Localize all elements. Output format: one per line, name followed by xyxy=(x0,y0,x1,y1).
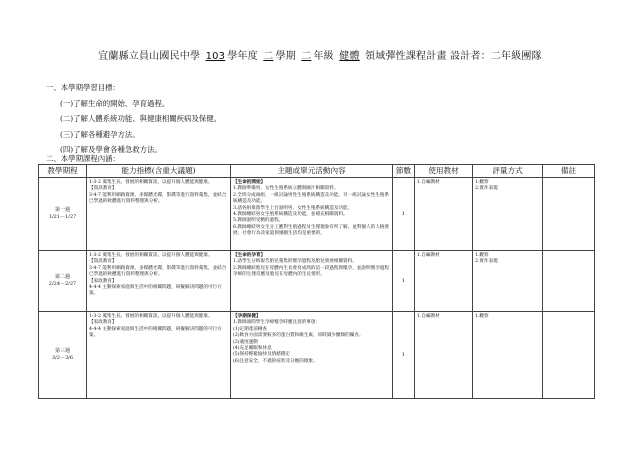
content-cell xyxy=(231,312,393,399)
assessment-cell xyxy=(473,178,543,251)
indicator-line: 4-4-4 主動探索家庭與生活中的相關問題，研擬解決問題的可行方案。 xyxy=(89,326,222,339)
semester: 二 xyxy=(263,51,274,62)
domain-suffix: 領域彈性課程計畫 設計者：二年級團隊 xyxy=(365,51,542,62)
note-cell xyxy=(543,312,595,399)
school-name: 宜蘭縣立員山國民中學 xyxy=(98,51,201,62)
content-line: (4)充足睡眠和休息 xyxy=(233,346,272,352)
week-label: 第一週 xyxy=(54,207,70,213)
semester-suffix: 學期 xyxy=(275,51,296,62)
week-label: 第三週 xyxy=(54,348,70,354)
table-header-row xyxy=(39,165,595,178)
sessions-cell: 1 xyxy=(393,178,415,251)
content-line: 6.教師總結男女生分工應對生殖過程及生理現象有所了解，並對個人的人格發展、社會行為及家庭與婚姻生活均是重要的。 xyxy=(233,224,389,237)
week-dates: 3/2－3/6 xyxy=(51,355,74,361)
indicator-line: 1-3-2 蒐集生長、發展的相關資訊，以提升個人體能與健康。 xyxy=(89,180,213,185)
period-cell xyxy=(39,178,87,251)
goal-item: (二)了解人體系統功能、與健康相關疾病及保健。 xyxy=(60,114,221,123)
note-cell xyxy=(543,178,595,251)
assessment-line: 1.觀察 xyxy=(475,180,489,185)
indicator-line: 【家政教育】 xyxy=(89,320,117,326)
header-material: 使用教材 xyxy=(415,165,473,178)
week-dates: 1/21－1/27 xyxy=(48,214,77,220)
content-line: 4.教師總結男女生殖系統構造及功能，並補充相關資料。 xyxy=(233,212,348,218)
year-suffix: 學年度 xyxy=(227,51,258,62)
content-line: (3)適度運動 xyxy=(233,339,258,345)
goal-item: (三)了解各種避孕方法。 xyxy=(60,129,140,139)
content-line: 1.教師準備男、女性生殖系統立體與圖片相關資料。 xyxy=(233,186,339,192)
assessment-line: 1.觀察 xyxy=(475,314,489,319)
indicator-line: 【資訊教育】 xyxy=(89,259,117,265)
header-assessment: 評量方式 xyxy=(473,165,543,178)
indicator-line: 【家政教育】 xyxy=(89,278,117,284)
content-cell xyxy=(231,178,393,251)
grade: 二 xyxy=(301,51,312,62)
period-cell xyxy=(39,251,87,312)
table-row xyxy=(39,312,595,399)
domain: 健體 xyxy=(339,51,360,62)
header-note: 備註 xyxy=(543,165,595,178)
header-sessions: 節數 xyxy=(393,165,415,178)
indicator-line: 1-3-2 蒐集生長、發展的相關資訊，以提升個人體能與健康。 xyxy=(89,253,213,258)
indicators-cell xyxy=(87,312,231,399)
content-cell xyxy=(231,251,393,312)
course-heading: 二、本學期課程內涵： xyxy=(46,154,120,163)
document-title xyxy=(0,47,640,62)
material-cell: 1.自編教材 xyxy=(415,312,473,399)
period-cell xyxy=(39,312,87,399)
content-line: (1)定期產前檢查 xyxy=(233,326,268,332)
content-line: 【孕期保健】 xyxy=(233,314,261,319)
header-indicators: 能力指標(含重大議題) xyxy=(87,165,231,178)
sessions-cell: 1 xyxy=(393,312,415,399)
indicator-line: 1-3-2 蒐集生長、發展的相關資訊，以提升個人體能與健康。 xyxy=(89,314,213,319)
indicator-line: 3-4-7 能利用網路資源，多媒體光碟，影碟等進行資料蒐集，並結合已學過的軟體進行資料整理與分析。 xyxy=(89,192,227,205)
content-line: 【生命的孕育】 xyxy=(233,253,266,258)
assessment-cell xyxy=(473,312,543,399)
indicator-line: 3-4-7 能利用網路資源，多媒體光碟，影碟等進行資料蒐集，並結合已學過的軟體進行資料整理與分析。 xyxy=(89,265,227,278)
content-line: 1.請學生分組報告胎兒蒐集的懷孕過程及胎兒發展相關資料。 xyxy=(233,259,357,265)
assessment-cell xyxy=(473,251,543,312)
content-line: 1.教師詢問學生孕婦懷孕時應注意的事項： xyxy=(233,320,321,326)
assessment-line: 1.觀察 xyxy=(475,253,489,258)
goal-item: (四)了解及學會各種急救方法。 xyxy=(60,145,162,154)
content-line: (6)注意安全，不適的症狀及分娩的徵象。 xyxy=(233,358,318,364)
material-cell: 1.自編教材 xyxy=(415,251,473,312)
grade-suffix: 年級 xyxy=(313,51,334,62)
note-cell xyxy=(543,251,595,312)
content-line: 2.全班分成兩組，一組討論男性生殖系統構造及功能，另一組討論女性生殖系統構造及功能。 xyxy=(233,192,389,205)
header-content: 主題或單元活動內容 xyxy=(231,165,393,178)
content-line: 5.教師說明受精的過程。 xyxy=(233,218,284,224)
course-plan-table xyxy=(38,164,595,399)
content-line: (2)飲食方面需要較多的蛋白質和維生素，同時減少醣類的攝食。 xyxy=(233,333,364,339)
assessment-line: 2.實作表現 xyxy=(475,186,498,192)
content-line: 【生命的開始】 xyxy=(233,180,266,185)
content-line: 3.請各組推派學生上台說明男、女性生殖系統構造及功能。 xyxy=(233,205,353,211)
goal-item: (一)了解生命的開始、孕育過程。 xyxy=(60,98,170,108)
material-cell: 1.自編教材 xyxy=(415,178,473,251)
school-year: 103 xyxy=(205,51,226,62)
indicators-cell xyxy=(87,251,231,312)
indicators-cell xyxy=(87,178,231,251)
table-row xyxy=(39,178,595,251)
indicator-line: 4-4-4 主動探索家庭與生活中的相關問題，研擬解決問題的可行方案。 xyxy=(89,285,222,297)
learning-goals xyxy=(46,80,221,158)
week-label: 第二週 xyxy=(54,274,70,280)
header-period: 教學期程 xyxy=(39,165,87,178)
content-line: (5)保持輕鬆愉快及情緒穩定 xyxy=(233,352,291,358)
content-line: 2.教師總結胎兒在母體內生長發育成熟的這一段過程與懷孕，並說明懷孕過程孕婦的生理反應及胎兒在母體內的生長情形。 xyxy=(233,265,389,278)
goals-heading: 一、本學期學習目標： xyxy=(46,83,120,92)
indicator-line: 【資訊教育】 xyxy=(89,186,117,192)
week-dates: 2/24－2/27 xyxy=(48,281,77,287)
assessment-line: 2.實作表現 xyxy=(475,259,498,265)
table-row xyxy=(39,251,595,312)
sessions-cell: 1 xyxy=(393,251,415,312)
